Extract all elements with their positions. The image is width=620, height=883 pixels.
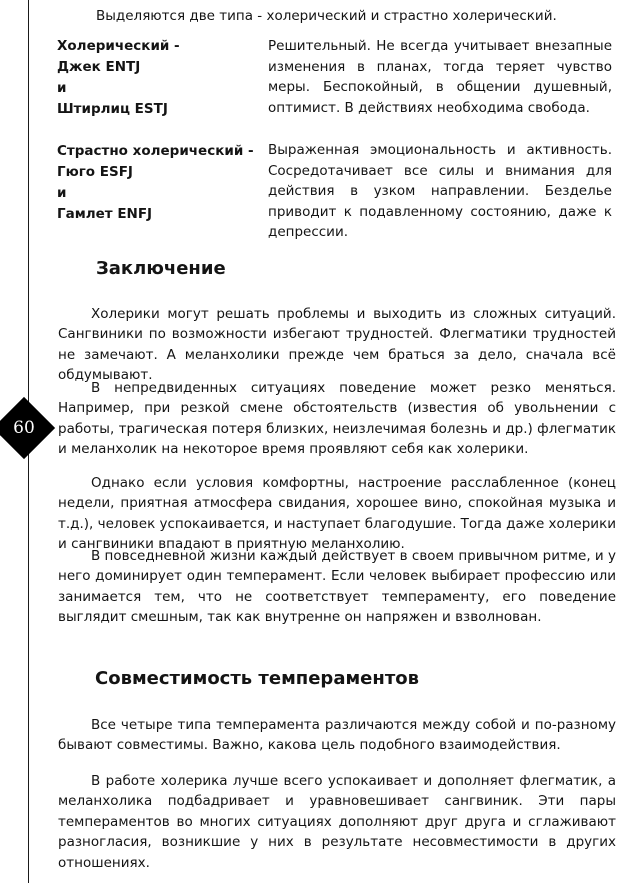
paragraph: В непредвиденных ситуациях поведение может резко меняться. Например, при резкой смене обстоятельств (известия об увольнении с работы, трагическая потеря близких, неизлечимая болезнь и др.) флегматик и меланхолик на некоторое время проявляют себя как холерики. — [58, 380, 616, 458]
paragraph: В работе холерика лучше всего успокаивает и дополняет флегматик, а меланхолика подбадривает и уравновешивает сангвиник. Эти пары темпераментов во многих ситуациях дополняют друг друга и сглаживают разногласия, возникшие у них в результате несовместимости в других отношениях. — [58, 773, 616, 871]
type-name-line: Джек ENTJ — [57, 59, 141, 75]
paragraph: Однако если условия комфортны, настроение расслабленное (конец недели, приятная атмосфера свидания, хорошее вино, спокойная музыка и т.д.), человек успокаивается, и наступает благодушие. Тогда даже холерики и сангвиники впадают в приятную меланхолию. — [58, 475, 616, 553]
type-name-line: Холерический - — [57, 38, 180, 54]
type-name-passionate-choleric — [57, 141, 267, 225]
type-description-choleric: Решительный. Не всегда учитывает внезапные изменения в планах, тогда теряет чувство меры. Беспокойный, в общении душевный, оптимист. В действиях необходима свобода. — [268, 38, 612, 116]
type-name-line: Гамлет ENFJ — [57, 206, 153, 222]
paragraph: Холерики могут решать проблемы и выходить из сложных ситуаций. Сангвиники по возможности избегают трудностей. Флегматики трудностей не замечают. А меланхолики прежде чем браться за дело, сначала всё обдумывают. — [58, 306, 616, 384]
page-number: 60 — [13, 418, 35, 438]
type-name-line: Гюго ESFJ — [57, 164, 133, 180]
type-name-choleric — [57, 36, 267, 120]
paragraph: Все четыре типа темперамента различаются между собой и по-разному бывают совместимы. Важно, какова цель подобного взаимодействия. — [58, 717, 616, 754]
paragraph: В повседневной жизни каждый действует в своем привычном ритме, и у него доминирует один темперамент. Если человек выбирает профессию или занимается тем, что не соответствует темпераменту, его поведение выглядит смешным, так как внутренне он напряжен и взволнован. — [58, 548, 616, 626]
type-description-passionate-choleric: Выраженная эмоциональность и активность. Сосредотачивает все силы и внимания для действия в узком направлении. Безделье приводит к подавленному состоянию, даже к депрессии. — [268, 142, 612, 240]
type-name-line: Страстно холерический - — [57, 143, 254, 159]
type-name-line: и — [57, 80, 67, 96]
type-name-line: и — [57, 185, 67, 201]
intro-line: Выделяются две типа - холерический и страстно холерический. — [96, 8, 557, 24]
section-heading-conclusion: Заключение — [96, 258, 226, 279]
type-name-line: Штирлиц ESTJ — [57, 101, 168, 117]
section-heading-compatibility: Совместимость темпераментов — [95, 668, 420, 689]
